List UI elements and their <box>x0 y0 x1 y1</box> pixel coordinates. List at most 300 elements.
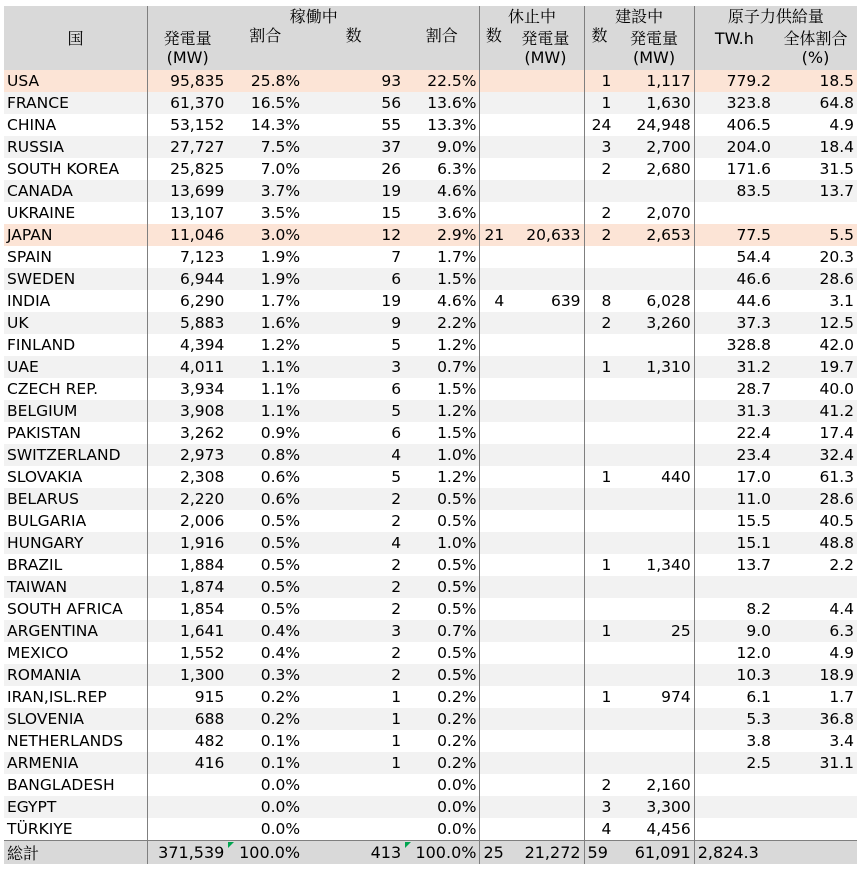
sus-mw-cell <box>507 70 584 92</box>
op-count-cell: 56 <box>303 92 404 114</box>
twh-cell: 15.5 <box>694 510 774 532</box>
country-name-cell: ROMANIA <box>4 664 148 686</box>
table-row <box>4 312 857 334</box>
op-count-share-cell: 13.6% <box>404 92 480 114</box>
con-mw-cell <box>614 334 694 356</box>
table-row <box>4 576 857 598</box>
con-count-cell: 8 <box>584 290 614 312</box>
op-mw-cell: 2,973 <box>148 444 228 466</box>
con-mw-cell: 3,260 <box>614 312 694 334</box>
header-country: 国 <box>4 6 148 70</box>
con-count-cell <box>584 334 614 356</box>
con-mw-cell: 2,680 <box>646 160 691 178</box>
op-count-cell: 6 <box>391 380 402 398</box>
op-count-share-cell: 0.2% <box>404 708 480 730</box>
table-row <box>4 334 857 356</box>
op-mw-cell: 1,884 <box>148 554 228 576</box>
country-name-cell: SLOVAKIA <box>7 468 83 486</box>
op-count-cell: 2 <box>391 556 402 574</box>
sus-count-cell: 21 <box>480 224 507 246</box>
sus-mw-cell <box>507 92 584 114</box>
table-row <box>4 532 857 554</box>
country-name-cell: CHINA <box>7 116 57 134</box>
op-count-share-cell: 1.0% <box>404 444 480 466</box>
con-count-cell: 1 <box>584 554 614 576</box>
op-count-cell: 12 <box>303 224 404 246</box>
op-mw-cell: 3,262 <box>148 422 228 444</box>
header-con-mw-unit: (MW) <box>614 48 694 70</box>
op-count-cell: 1 <box>391 732 402 750</box>
con-count-cell: 1 <box>584 92 614 114</box>
twh-cell <box>694 202 774 224</box>
op-share-cell: 0.3% <box>227 664 303 686</box>
sus-mw-cell <box>507 136 584 158</box>
con-mw-cell <box>614 422 694 444</box>
country-name-cell: BANGLADESH <box>7 776 115 794</box>
header-sus-capacity: 発電量 <box>507 26 584 48</box>
total-sus-count: 25 <box>480 841 507 865</box>
twh-cell: 12.0 <box>694 642 774 664</box>
op-count-cell: 2 <box>303 576 404 598</box>
total-share-cell: 18.4 <box>774 136 857 158</box>
total-twh: 2,824.3 <box>694 841 774 865</box>
twh-cell <box>694 576 774 598</box>
sus-count-cell <box>480 510 507 532</box>
twh-cell <box>694 796 774 818</box>
op-share-cell: 0.4% <box>260 644 301 662</box>
op-count-cell: 2 <box>303 664 404 686</box>
op-count-cell <box>303 796 404 818</box>
op-share-cell: 3.7% <box>227 180 303 202</box>
con-mw-cell: 2,070 <box>646 204 691 222</box>
op-share-cell: 0.4% <box>227 620 303 642</box>
sus-count-cell <box>480 400 507 422</box>
op-mw-cell: 1,854 <box>148 598 228 620</box>
op-count-share-cell: 0.5% <box>404 664 480 686</box>
table-row <box>4 686 857 708</box>
con-mw-cell <box>614 378 694 400</box>
sus-count-cell <box>480 488 507 510</box>
sus-count-cell <box>480 312 507 334</box>
sus-count-cell <box>480 180 507 202</box>
table-row <box>4 422 857 444</box>
country-name-cell: EGYPT <box>4 796 148 818</box>
sus-mw-cell <box>507 532 584 554</box>
op-count-cell: 37 <box>303 136 404 158</box>
country-name-cell: JAPAN <box>4 224 148 246</box>
con-count-cell <box>584 664 614 686</box>
op-mw-cell <box>148 774 228 796</box>
con-mw-cell: 974 <box>661 688 691 706</box>
sus-count-cell <box>480 664 507 686</box>
nuclear-power-table-sheet <box>4 6 857 864</box>
sus-mw-cell <box>507 752 584 774</box>
total-share-cell: 13.7 <box>774 180 857 202</box>
op-share-cell: 1.1% <box>227 356 303 378</box>
op-count-cell: 2 <box>391 644 402 662</box>
sus-mw-cell <box>507 444 584 466</box>
op-count-share-cell: 0.5% <box>404 576 480 598</box>
con-mw-cell <box>614 752 694 774</box>
con-mw-cell <box>614 510 694 532</box>
sus-mw-cell <box>507 818 584 841</box>
con-mw-cell: 2,160 <box>646 776 691 794</box>
country-name-cell: NETHERLANDS <box>7 732 124 750</box>
table-row <box>4 488 857 510</box>
table-row <box>4 70 857 92</box>
table-row <box>4 268 857 290</box>
twh-cell: 54.4 <box>694 246 774 268</box>
op-mw-cell: 1,300 <box>148 664 228 686</box>
op-count-cell: 2 <box>391 600 402 618</box>
sus-mw-cell <box>507 422 584 444</box>
sus-count-cell <box>480 752 507 774</box>
con-mw-cell <box>614 576 694 598</box>
con-count-cell: 3 <box>584 136 614 158</box>
total-row <box>4 841 857 865</box>
table-body <box>4 70 857 841</box>
total-op-count-share: 100.0% <box>404 841 480 865</box>
table-row <box>4 378 857 400</box>
op-count-cell: 6 <box>303 268 404 290</box>
country-name-cell: UK <box>4 312 148 334</box>
op-mw-cell: 1,552 <box>148 642 228 664</box>
op-mw-cell: 3,908 <box>148 400 228 422</box>
sus-mw-cell <box>507 400 584 422</box>
table-row <box>4 246 857 268</box>
con-count-cell <box>584 422 614 444</box>
sus-count-cell <box>480 158 507 180</box>
total-share-cell: 2.2 <box>829 556 854 574</box>
con-count-cell: 2 <box>584 158 614 180</box>
op-count-share-cell: 1.2% <box>437 336 477 354</box>
header-sus-mw-unit: (MW) <box>507 48 584 70</box>
country-name-cell: SPAIN <box>7 248 52 266</box>
country-name-cell: SOUTH AFRICA <box>7 600 123 618</box>
con-count-cell: 1 <box>584 686 614 708</box>
sus-mw-cell <box>507 114 584 136</box>
total-share-cell <box>774 576 857 598</box>
country-name-cell: RUSSIA <box>4 136 148 158</box>
op-count-share-cell: 0.2% <box>404 752 480 774</box>
op-mw-cell: 1,641 <box>148 620 228 642</box>
con-count-cell <box>584 708 614 730</box>
op-share-cell: 0.9% <box>260 424 301 442</box>
op-count-cell: 5 <box>391 336 402 354</box>
sus-count-cell <box>480 532 507 554</box>
op-count-cell: 19 <box>303 180 404 202</box>
total-share-cell: 42.0 <box>819 336 854 354</box>
header-pct-unit: (%) <box>774 48 857 70</box>
op-mw-cell: 915 <box>148 686 228 708</box>
total-share-cell: 64.8 <box>774 92 857 114</box>
sus-count-cell <box>480 554 507 576</box>
con-count-cell <box>584 444 614 466</box>
country-name-cell: UKRAINE <box>7 204 76 222</box>
country-name-cell: TÜRKIYE <box>7 820 73 838</box>
con-mw-cell: 2,653 <box>614 224 694 246</box>
twh-cell: 15.1 <box>694 532 774 554</box>
total-share-cell: 40.5 <box>819 512 854 530</box>
total-share-cell: 17.4 <box>819 424 854 442</box>
op-share-cell: 0.5% <box>260 556 301 574</box>
twh-cell: 3.8 <box>694 730 774 752</box>
country-name-cell: BULGARIA <box>7 512 87 530</box>
op-mw-cell: 1,874 <box>148 576 228 598</box>
twh-cell: 44.6 <box>694 290 774 312</box>
op-mw-cell: 6,944 <box>148 268 228 290</box>
op-count-share-cell: 0.0% <box>437 776 477 794</box>
sus-mw-cell <box>507 664 584 686</box>
op-count-cell <box>303 774 404 796</box>
total-op-count: 413 <box>303 841 404 865</box>
table-row <box>4 136 857 158</box>
op-mw-cell: 4,394 <box>148 334 228 356</box>
op-share-cell: 1.9% <box>227 268 303 290</box>
sus-mw-cell <box>507 554 584 576</box>
op-share-cell: 16.5% <box>227 92 303 114</box>
op-share-cell: 0.0% <box>227 796 303 818</box>
table-row <box>4 598 857 620</box>
total-share-cell: 31.1 <box>774 752 857 774</box>
op-mw-cell: 27,727 <box>148 136 228 158</box>
con-mw-cell <box>614 730 694 752</box>
con-mw-cell <box>614 268 694 290</box>
total-share-cell: 4.9 <box>829 116 854 134</box>
country-name-cell: ARMENIA <box>4 752 148 774</box>
con-count-cell: 2 <box>584 202 614 224</box>
header-twh: TW.h <box>694 26 774 48</box>
table-row <box>4 664 857 686</box>
table-row <box>4 774 857 796</box>
sus-count-cell <box>480 576 507 598</box>
sus-count-cell <box>480 356 507 378</box>
con-count-cell: 1 <box>584 466 614 488</box>
op-share-cell: 0.1% <box>227 752 303 774</box>
total-share-cell: 3.4 <box>829 732 854 750</box>
header-nuclear-supply: 原子力供給量 <box>694 6 857 26</box>
con-count-cell <box>584 268 614 290</box>
con-mw-cell <box>614 532 694 554</box>
op-share-cell: 1.6% <box>227 312 303 334</box>
op-share-cell: 1.7% <box>260 292 301 310</box>
op-share-cell: 3.0% <box>227 224 303 246</box>
country-name-cell: SLOVENIA <box>4 708 148 730</box>
country-name-cell: SWITZERLAND <box>4 444 148 466</box>
op-count-share-cell: 1.5% <box>404 268 480 290</box>
sus-mw-cell <box>507 268 584 290</box>
op-mw-cell: 95,835 <box>148 70 228 92</box>
con-mw-cell: 6,028 <box>646 292 691 310</box>
sus-mw-cell <box>507 686 584 708</box>
op-mw-cell: 11,046 <box>148 224 228 246</box>
table-row <box>4 114 857 136</box>
total-share-cell <box>774 202 857 224</box>
total-share-cell: 40.0 <box>819 380 854 398</box>
sus-count-cell <box>480 774 507 796</box>
op-share-cell: 7.5% <box>227 136 303 158</box>
sus-count-cell <box>480 466 507 488</box>
op-share-cell: 0.8% <box>227 444 303 466</box>
op-mw-cell: 7,123 <box>148 246 228 268</box>
table-row <box>4 444 857 466</box>
total-share-cell: 48.8 <box>774 532 857 554</box>
sus-count-cell <box>480 620 507 642</box>
op-count-cell: 93 <box>303 70 404 92</box>
con-count-cell <box>584 730 614 752</box>
op-count-share-cell: 0.2% <box>437 732 477 750</box>
con-count-cell <box>584 246 614 268</box>
con-count-cell <box>584 180 614 202</box>
op-share-cell: 7.0% <box>260 160 301 178</box>
sus-mw-cell <box>507 378 584 400</box>
total-share-cell: 28.6 <box>774 488 857 510</box>
twh-cell: 17.0 <box>694 466 774 488</box>
sus-count-cell <box>480 92 507 114</box>
op-share-cell: 25.8% <box>227 70 303 92</box>
country-name-cell: TAIWAN <box>4 576 148 598</box>
op-count-share-cell: 2.2% <box>404 312 480 334</box>
op-count-cell: 1 <box>303 708 404 730</box>
con-count-cell: 1 <box>584 70 614 92</box>
country-name-cell: CZECH REP. <box>7 380 99 398</box>
op-share-cell: 0.5% <box>260 600 301 618</box>
total-label: 総計 <box>4 841 148 865</box>
sus-mw-cell <box>507 356 584 378</box>
op-mw-cell: 416 <box>148 752 228 774</box>
con-count-cell <box>584 752 614 774</box>
con-count-cell: 2 <box>584 312 614 334</box>
sus-mw-cell: 639 <box>550 292 581 310</box>
header-op-capacity: 発電量 <box>148 26 228 48</box>
total-sus-mw: 21,272 <box>507 841 584 865</box>
op-count-cell: 9 <box>303 312 404 334</box>
sus-count-cell <box>480 642 507 664</box>
sus-count-cell <box>480 378 507 400</box>
country-name-cell: HUNGARY <box>4 532 148 554</box>
op-mw-cell: 6,290 <box>148 290 228 312</box>
twh-cell: 77.5 <box>694 224 774 246</box>
twh-cell: 28.7 <box>694 378 774 400</box>
op-count-share-cell: 0.7% <box>404 620 480 642</box>
con-mw-cell <box>614 400 694 422</box>
table-row <box>4 290 857 312</box>
op-mw-cell: 25,825 <box>148 158 228 180</box>
header-op-count: 数 <box>303 26 404 70</box>
twh-cell: 13.7 <box>694 554 774 576</box>
op-count-share-cell: 0.5% <box>437 600 477 618</box>
con-count-cell <box>584 576 614 598</box>
country-name-cell: BELARUS <box>4 488 148 510</box>
op-count-cell: 3 <box>303 356 404 378</box>
table-row <box>4 400 857 422</box>
op-count-share-cell: 0.7% <box>404 356 480 378</box>
twh-cell: 31.2 <box>694 356 774 378</box>
twh-cell: 9.0 <box>694 620 774 642</box>
sus-mw-cell <box>507 246 584 268</box>
nuclear-power-table <box>4 6 857 864</box>
sus-mw-cell <box>507 180 584 202</box>
header-op-share: 割合 <box>227 26 303 70</box>
twh-cell: 8.2 <box>694 598 774 620</box>
country-name-cell: PAKISTAN <box>7 424 81 442</box>
con-count-cell <box>584 378 614 400</box>
twh-cell: 10.3 <box>694 664 774 686</box>
op-count-cell: 1 <box>391 688 402 706</box>
op-share-cell: 0.1% <box>260 732 301 750</box>
sus-mw-cell: 20,633 <box>507 224 584 246</box>
con-count-cell: 2 <box>584 224 614 246</box>
header-suspended: 休止中 <box>480 6 584 26</box>
total-share-cell <box>774 796 857 818</box>
twh-cell: 6.1 <box>694 686 774 708</box>
total-share-cell: 4.9 <box>829 644 854 662</box>
country-name-cell: INDIA <box>7 292 51 310</box>
twh-cell: 204.0 <box>694 136 774 158</box>
sus-count-cell <box>480 686 507 708</box>
op-mw-cell: 1,916 <box>148 532 228 554</box>
op-mw-cell: 61,370 <box>148 92 228 114</box>
total-share-cell: 19.7 <box>774 356 857 378</box>
con-count-cell <box>584 642 614 664</box>
total-share-cell <box>774 818 857 841</box>
op-share-cell: 1.2% <box>260 336 301 354</box>
total-share-cell: 12.5 <box>774 312 857 334</box>
op-share-cell: 1.1% <box>260 380 301 398</box>
op-mw-cell: 53,152 <box>148 114 228 136</box>
con-mw-cell: 1,310 <box>614 356 694 378</box>
con-mw-cell <box>614 488 694 510</box>
country-name-cell: FINLAND <box>7 336 76 354</box>
con-mw-cell <box>614 664 694 686</box>
op-count-cell: 3 <box>303 620 404 642</box>
total-share-cell: 18.9 <box>774 664 857 686</box>
sus-mw-cell <box>507 488 584 510</box>
op-count-cell <box>303 818 404 841</box>
header-construction: 建設中 <box>584 6 694 26</box>
op-count-share-cell: 0.5% <box>437 644 477 662</box>
total-con-count: 59 <box>584 841 614 865</box>
op-count-share-cell: 1.7% <box>437 248 477 266</box>
op-mw-cell <box>148 796 228 818</box>
twh-cell: 323.8 <box>694 92 774 114</box>
total-total-share <box>774 841 857 865</box>
op-count-cell: 55 <box>381 116 402 134</box>
op-count-cell: 5 <box>303 400 404 422</box>
table-row <box>4 466 857 488</box>
op-share-cell: 14.3% <box>250 116 301 134</box>
op-count-share-cell: 4.6% <box>404 180 480 202</box>
table-row <box>4 180 857 202</box>
op-count-share-cell: 0.2% <box>437 688 477 706</box>
sus-count-cell <box>480 598 507 620</box>
op-mw-cell: 3,934 <box>148 378 228 400</box>
con-count-cell <box>584 400 614 422</box>
country-name-cell: BRAZIL <box>7 556 63 574</box>
op-mw-cell: 688 <box>148 708 228 730</box>
op-count-cell: 4 <box>303 444 404 466</box>
op-count-share-cell: 4.6% <box>437 292 477 310</box>
op-share-cell: 0.5% <box>260 512 301 530</box>
twh-cell: 22.4 <box>694 422 774 444</box>
op-mw-cell: 2,220 <box>148 488 228 510</box>
sus-mw-cell <box>507 334 584 356</box>
op-share-cell: 1.9% <box>260 248 301 266</box>
total-op-mw: 371,539 <box>148 841 228 865</box>
table-row <box>4 620 857 642</box>
op-count-share-cell: 9.0% <box>404 136 480 158</box>
twh-cell <box>694 774 774 796</box>
